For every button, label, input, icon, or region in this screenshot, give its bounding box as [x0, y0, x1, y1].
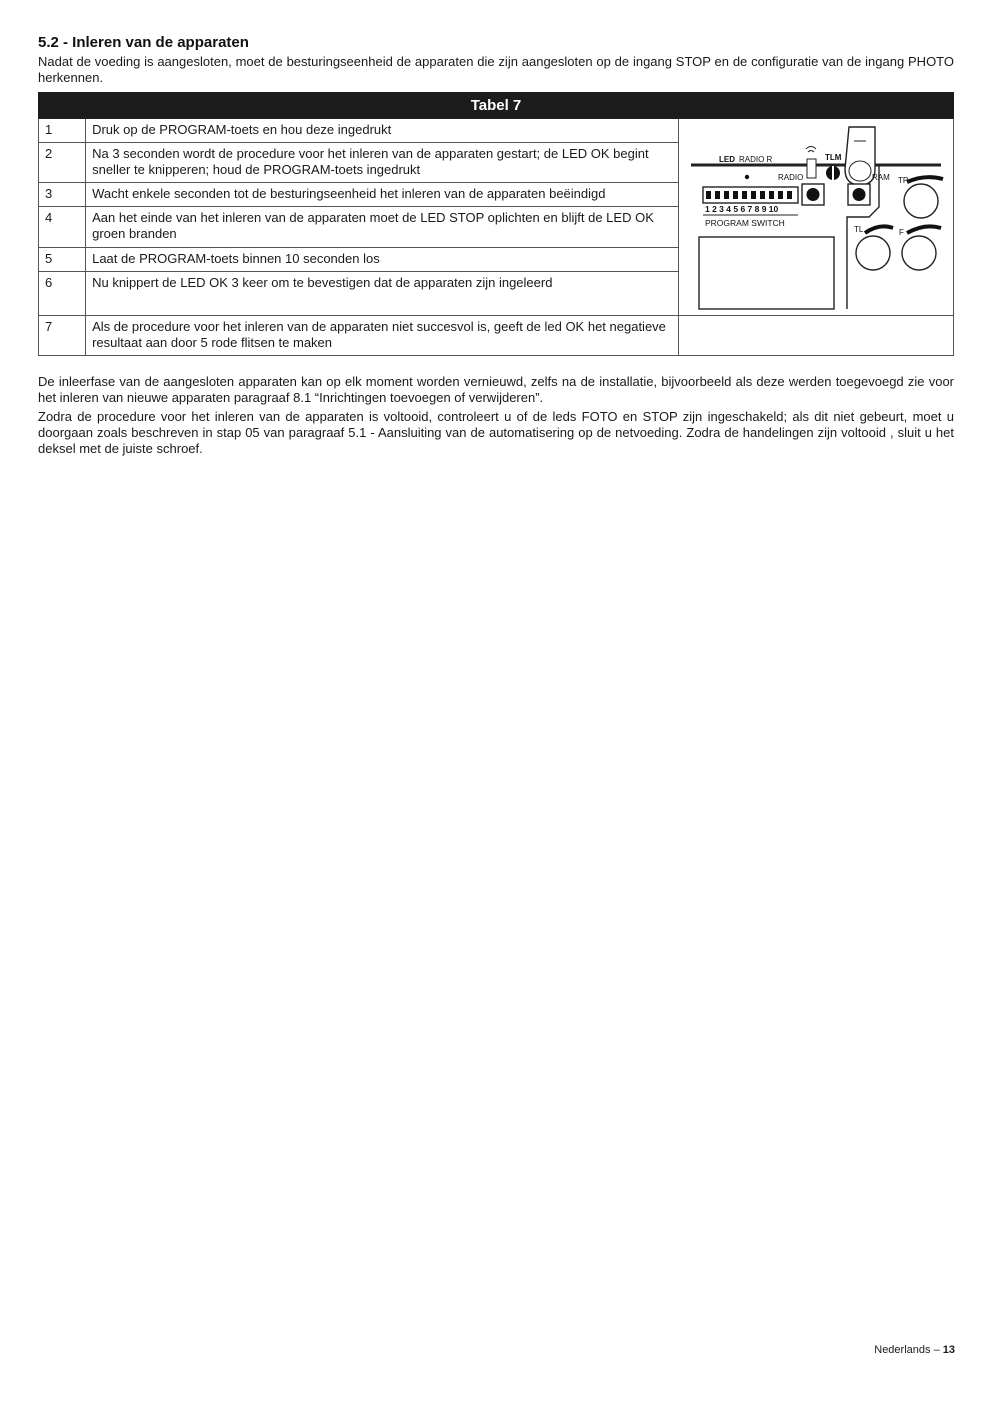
tl-trimmer [856, 236, 890, 270]
table-row-number: 6 [39, 271, 86, 315]
table-row-text: Aan het einde van het inleren van de apparaten moet de LED STOP oplichten en blijft de LED OK groen branden [86, 207, 679, 247]
section-title: 5.2 - Inleren van de apparaten [38, 34, 249, 51]
table-row-text: Na 3 seconden wordt de procedure voor het inleren van de apparaten gestart; de LED OK begint sneller te knipperen; houd de PROGRAM-toets ingedrukt [86, 143, 679, 183]
program-button-label: RAM [872, 173, 891, 182]
tl-arc [865, 226, 893, 233]
paragraph-check-leds: Zodra de procedure voor het inleren van de apparaten is voltooid, controleert u of de leds FOTO en STOP zijn ingeschakeld; als dit niet gebeurt, moet u doorgaan zoals beschreven in stap 05 van paragraaf 5.1 - Aansluiting van de automatisering op de netvoeding. Zodra de handelingen zijn voltooid , sluit u het deksel met de juiste schroef. [38, 409, 954, 456]
display-area [699, 237, 834, 309]
table-row-text: Druk op de PROGRAM-toets en hou deze ingedrukt [86, 119, 679, 143]
paragraph-relearn: De inleerfase van de aangesloten apparaten kan op elk moment worden vernieuwd, zelfs na de installatie, bijvoorbeeld als deze werden toegevoegd zie voor het inleren van nieuwe apparaten paragraaf 8.1 “Inrichtingen toevoegen of verwijderen”. [38, 374, 954, 405]
control-board-figure-cell [679, 119, 954, 316]
table-row-number: 5 [39, 247, 86, 271]
tp-trimmer [904, 184, 938, 218]
dip-switch-numbers: 1 2 3 4 5 6 7 8 9 10 [705, 204, 779, 214]
wifi-icon [806, 147, 816, 150]
radio-button [807, 188, 820, 201]
page-number: 13 [942, 1344, 955, 1356]
radio-label: RADIO [778, 173, 804, 182]
f-label: F [899, 228, 905, 237]
f-trimmer [902, 236, 936, 270]
tp-arc [907, 177, 943, 182]
led-label: LED [719, 155, 736, 164]
table-row-text: Nu knippert de LED OK 3 keer om te bevestigen dat de apparaten zijn ingeleerd [86, 271, 679, 315]
f-arc [907, 226, 941, 233]
tlm-label: TLM [825, 153, 842, 162]
table-row-number: 2 [39, 143, 86, 183]
table-7 [38, 92, 954, 356]
table-row-number: 7 [39, 316, 86, 356]
table-row-number: 4 [39, 207, 86, 247]
control-board-diagram [679, 119, 952, 315]
section-intro: Nadat de voeding is aangesloten, moet de besturingseenheid de apparaten die zijn aangesloten op de ingang STOP en de configuratie van de ingang PHOTO herkennen. [38, 54, 954, 85]
radio-connector [807, 159, 816, 178]
table-row-number: 1 [39, 119, 86, 143]
empty-cell [679, 316, 954, 356]
page-footer [874, 1344, 955, 1356]
table-title: Tabel 7 [39, 93, 954, 119]
tl-label: TL [854, 225, 864, 234]
table-row-text: Laat de PROGRAM-toets binnen 10 seconden los [86, 247, 679, 271]
table-row-text: Wacht enkele seconden tot de besturingseenheid het inleren van de apparaten beëindigd [86, 183, 679, 207]
table-row-number: 3 [39, 183, 86, 207]
table-row-text: Als de procedure voor het inleren van de apparaten niet succesvol is, geeft de led OK het negatieve resultaat aan door 5 rode flitsen te maken [86, 316, 679, 356]
tp-label: TP [898, 176, 909, 185]
program-button [853, 188, 866, 201]
led-dot [745, 175, 749, 179]
program-switch-label: PROGRAM SWITCH [705, 218, 786, 228]
radio-r-label: RADIO R [739, 155, 773, 164]
footer-language: Nederlands – [874, 1344, 940, 1356]
body-text [38, 374, 954, 457]
page-content [38, 34, 954, 460]
